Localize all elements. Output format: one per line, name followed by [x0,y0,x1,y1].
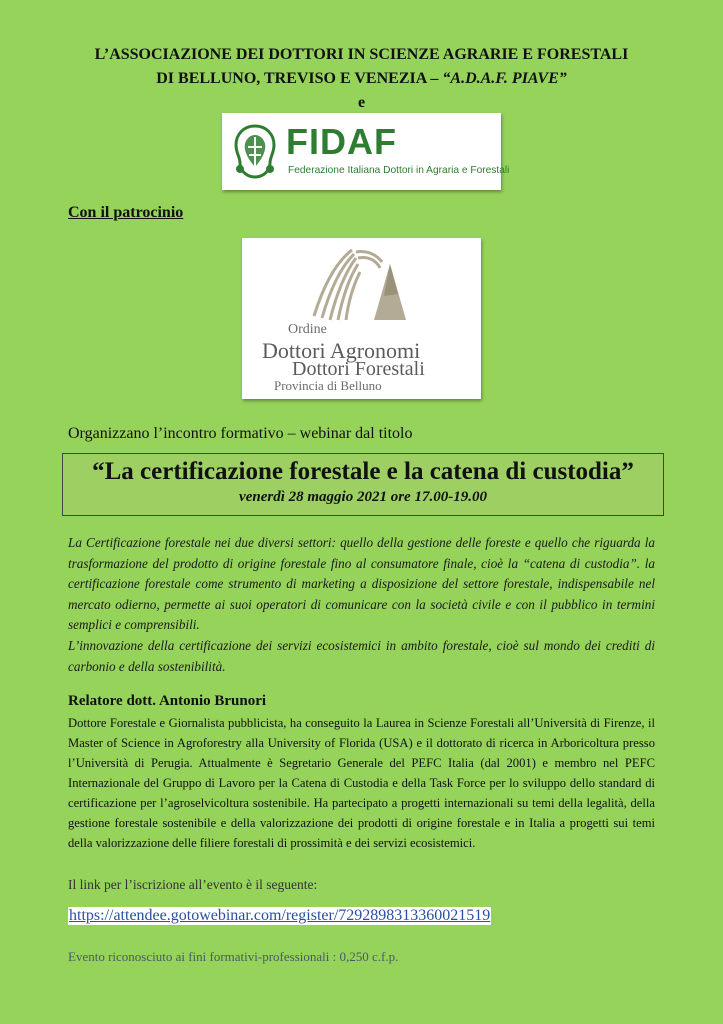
patronage-label: Con il patrocinio [68,204,184,221]
event-description [68,533,655,677]
ordine-logo-line2: Dottori Agronomi [262,338,421,363]
event-title: “La certificazione forestale e la catena di custodia” [92,458,634,485]
organizer-heading-line2 [40,68,683,89]
registration-intro: Il link per l’iscrizione all’evento è il seguente: [68,877,318,892]
ordine-logo-line1: Ordine [288,322,327,337]
speaker-heading: Relatore dott. Antonio Brunori [68,693,267,709]
event-date: venerdì 28 maggio 2021 ore 17.00-19.00 [239,489,487,505]
association-acronym: “A.D.A.F. PIAVE” [442,70,567,87]
description-paragraph-2: L’innovazione della certificazione dei servizi ecosistemici in ambito forestale, cioè sul mondo dei crediti di carbonio e della sostenibilità. [68,637,655,674]
fidaf-logo [222,113,510,190]
ordine-logo-line4: Provincia di Belluno [274,378,382,393]
fidaf-emblem-icon [230,123,280,181]
event-intro: Organizzano l’incontro formativo – webinar dal titolo [68,425,413,442]
organizer-heading-line1: L’ASSOCIAZIONE DEI DOTTORI IN SCIENZE AGRARIE E FORESTALI [94,46,629,63]
ordine-logo-line3: Dottori Forestali [292,358,425,380]
description-paragraph-1: La Certificazione forestale nei due diversi settori: quello della gestione delle foreste e quello che riguarda la trasformazione del prodotto di origine forestale fino al consumatore finale, cioè la “catena di custodia”. la certificazione forestale come strumento di marketing a disposizione del settore forestale, indispensabile nel mercato odierno, permette ai suoi operatori di comunicare con la società civile e con il pubblico in termini semplici e comprensibili. [68,535,655,633]
speaker-bio: Dottore Forestale e Giornalista pubblicista, ha conseguito la Laurea in Scienze Forestali all’Università di Firenze, il Master of Science in Agroforestry alla University of Florida (USA) e il dottorato di ricerca in Arboricoltura presso l’Università di Perugia. Attualmente è Segretario Generale del PEFC Italia (dal 2001) e membro nel PEFC Internazionale del Gruppo di Lavoro per la Catena di Custodia e della Task Force per lo sviluppo dello standard di certificazione per l’agroselvicoltura sostenibile. Ha partecipato a progetti internazionali su temi della legalità, della gestione forestale sostenibile e della valorizzazione dei prodotti di origine forestale e in Italia a progetti sui temi della valorizzazione delle filiere forestali di prossimità e dei servizi ecosistemici. [68,716,655,850]
ordine-logo [242,238,481,399]
organizer-heading-line2-text: DI BELLUNO, TREVISO E VENEZIA – [156,70,443,87]
credits-note: Evento riconosciuto ai fini formativi-professionali : 0,250 c.f.p. [68,949,399,964]
fidaf-logo-name: FIDAF [286,121,397,162]
ordine-mountains-icon [304,244,424,324]
conjunction: e [357,94,366,111]
event-title-box [62,453,664,516]
registration-link[interactable]: https://attendee.gotowebinar.com/register/7292898313360021519 [69,907,491,924]
fidaf-logo-subtitle: Federazione Italiana Dottori in Agraria e Forestali [288,165,510,176]
